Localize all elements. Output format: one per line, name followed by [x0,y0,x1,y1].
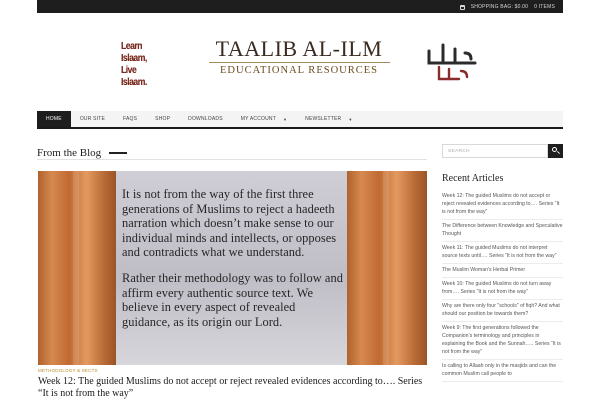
featured-post-title[interactable]: Week 12: The guided Muslims do not accept or reject revealed evidences according to…. Series “It is not from the way” [38,376,423,399]
search-button[interactable] [548,144,563,158]
nav-shop[interactable] [146,111,179,127]
nav-our-site[interactable] [71,111,114,127]
shopping-bag-link[interactable] [460,4,555,10]
recent-article-link[interactable]: Week 9: The first generations followed the Companion’s terminology and principles in explaining the Book and the Sunnah….. Series “It is not from the way” [442,322,563,360]
site-logo-subtitle: EDUCATIONAL RESOURCES [220,65,378,76]
main-navigation [37,111,563,129]
post-category-link[interactable]: METHODOLOGY & SECTS [38,368,98,373]
logo-divider [209,62,390,63]
section-divider [37,159,427,160]
recent-article-link[interactable]: Why are there only four "schools" of fiqh? And what should our position be towards them? [442,300,563,322]
caret-down-icon: ▼ [348,116,353,122]
site-logo-title[interactable]: TAALIB AL-ILM [215,36,383,61]
nav-faqs[interactable] [114,111,146,127]
featured-quote [122,187,346,329]
nav-label: NEWSLETTER [305,116,342,122]
section-heading-text: From the Blog [37,147,102,159]
nav-label: DOWNLOADS [188,116,223,122]
nav-label: FAQS [123,116,138,122]
quote-paragraph-1: It is not from the way of the first three generations of Muslims to reject a hadeeth narration which doesn’t make sense to our individual minds and intellects, or opposes and contradicts what we understand. [122,187,337,260]
cart-item-count: 0 ITEMS [534,4,555,10]
recent-articles-heading: Recent Articles [442,173,504,184]
nav-downloads[interactable] [179,111,232,127]
section-heading [37,147,127,159]
featured-post-image[interactable] [38,171,427,365]
nav-label: OUR SITE [79,116,106,122]
recent-article-link[interactable]: Week 11: The guided Muslims do not interpret source texts until…. Series “It is not from the way” [442,242,563,264]
left-wood-pillar [38,171,116,365]
arabic-calligraphy-logo-icon [425,41,479,83]
tagline-line-1: Learn Islaam, [121,40,147,64]
nav-newsletter[interactable] [296,111,361,127]
search-icon-handle [557,151,560,154]
shopping-bag-icon [460,5,465,10]
nav-label: HOME [46,116,62,122]
search-form [442,144,563,158]
nav-label: MY ACCOUNT [240,116,276,122]
pillar-highlight [383,171,389,365]
caret-down-icon: ▼ [283,116,288,122]
nav-label: SHOP [155,116,171,122]
recent-article-link[interactable]: Week 10: The guided Muslims do not turn away from…. Series “It is not from the way” [442,278,563,300]
site-header [37,13,563,110]
recent-article-link[interactable]: Is calling to Allaah only in the masjids and can the common Muslim call people to [442,360,563,382]
shopping-bag-total: SHOPPING BAG: $0.00 [470,4,529,10]
recent-article-link[interactable]: The Difference between Knowledge and Speculative Thought [442,220,563,242]
nav-home[interactable] [37,111,71,127]
pillar-highlight [73,171,79,365]
heading-dash [109,152,127,154]
tagline-logo [121,40,164,88]
recent-articles-list [442,190,563,382]
search-input[interactable]: SEARCH [442,144,548,158]
quote-paragraph-2: Rather their methodology was to follow and affirm every authentic source text. We believe in every aspect of revealed guidance, as its origin our Lord. [122,270,343,329]
nav-my-account[interactable] [232,111,296,127]
top-bar [37,0,563,13]
tagline-line-2: Live Islaam. [121,64,147,88]
recent-article-link[interactable]: Week 12: The guided Muslims do not accept or reject revealed evidences according to…. Series “It is not from the way” [442,190,563,220]
recent-article-link[interactable]: The Muslim Woman's Herbal Primer [442,264,563,278]
right-wood-pillar [347,171,427,365]
